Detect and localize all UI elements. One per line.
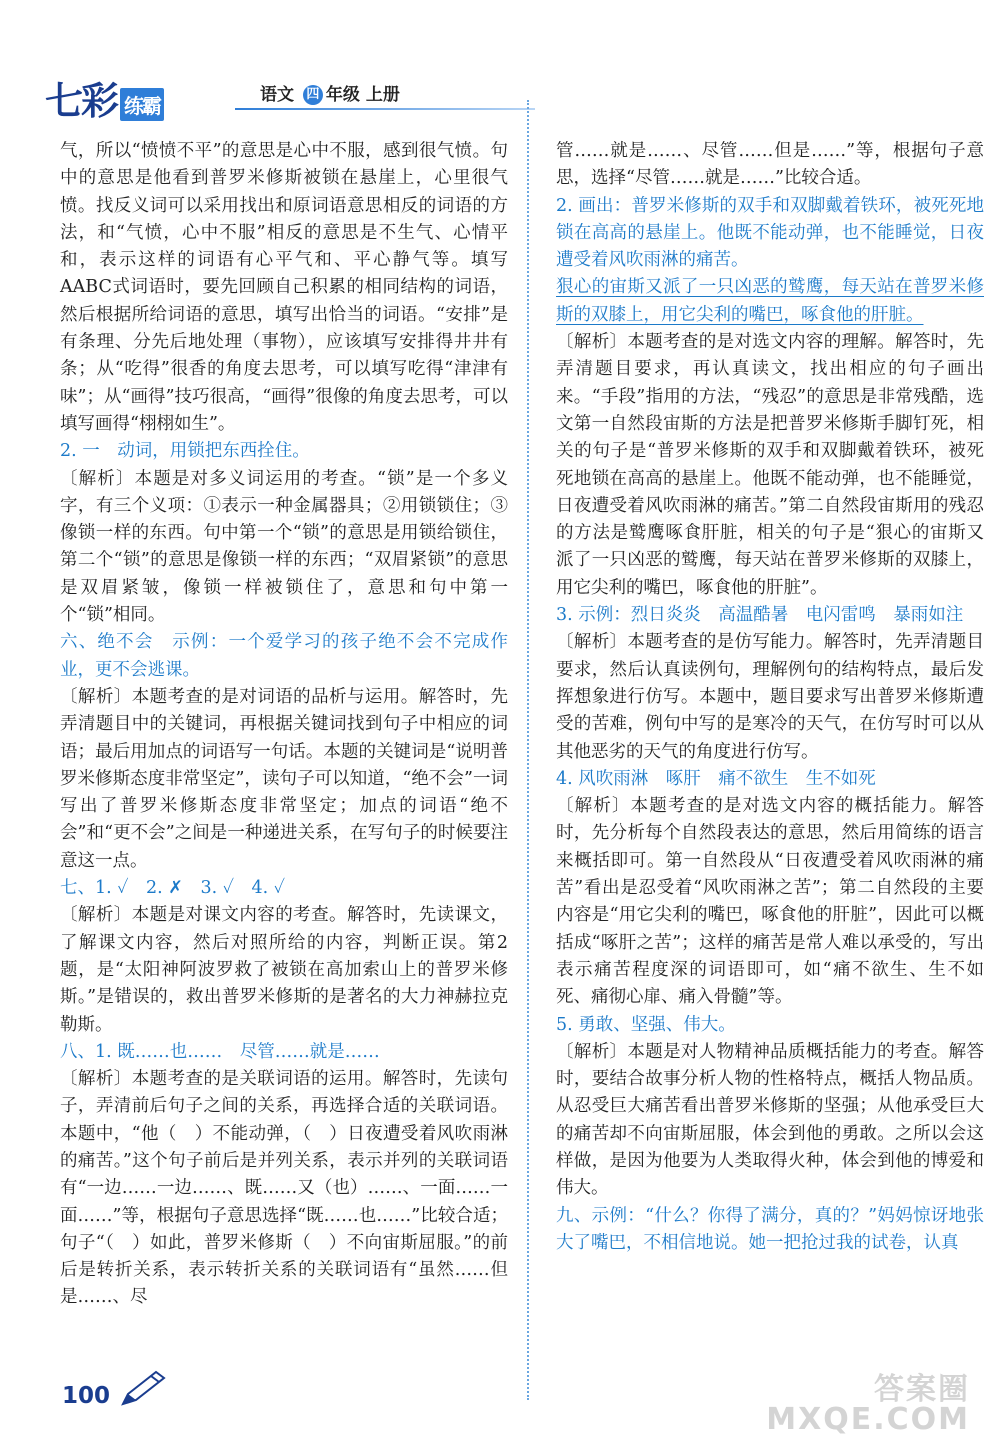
answer-line: 六、绝不会 示例：一个爱学习的孩子绝不会不完成作业，更不会逃课。 [60,632,508,680]
brand-logo [45,70,164,125]
subject-label: 语文 [260,85,294,105]
answer-line: 5. 勇敢、坚强、伟大。 [556,1014,736,1035]
body-paragraph: 〔解析〕本题是对课文内容的考查。解答时，先读课文，了解课文内容，然后对照所给的内容，判断正误。第2题，是“太阳神阿波罗救了被锁在高加索山上的普罗米修斯。”是错误的，救出普罗米修斯的是著名的大力神赫拉克勒斯。 [60,905,508,1035]
body-paragraph: 气，所以“愤愤不平”的意思是心中不服，感到很气愤。句中的意思是他看到普罗米修斯被锁在悬崖上，心里很气愤。找反义词可以采用找出和原词语意思相反的词语的方法，和“气愤，心中不服”相反的意思是不生气、心情平和，表示这样的词语有心平气和、平心静气等。填写AABC式词语时，要先回顾自己积累的相同结构的词语，然后根据所给词语的意思，填写出恰当的词语。“安排”是有条理、分先后地处理（事物），应该填写安排得井井有条；从“吃得”很香的角度去思考，可以填写吃得“津津有味”；从“画得”技巧很高，“画得”很像的角度去思考，可以填写画得“栩栩如生”。 [60,141,508,434]
watermark [766,1372,970,1437]
right-column [556,138,984,1257]
watermark-url: MXQE.COM [766,1402,970,1437]
watermark-title: 答案圈 [874,1372,970,1407]
logo-text: 七彩 [45,78,118,123]
left-column [60,138,508,1312]
header-rule [235,108,535,110]
body-paragraph: 〔解析〕本题考查的是关联词语的运用。解答时，先读句子，弄清前后句子之间的关系，再选择合适的关联词语。本题中，“他（ ）不能动弹，（ ）日夜遭受着风吹雨淋的痛苦。”这个句子前后是并列关系，表示并列的关联词语有“一边……一边……、既……又（也）……、一面……一面……”等，根据句子意思选择“既……也……”比较合适；句子“（ ）如此，普罗米修斯（ ）不向宙斯屈服。”的前后是转折关系，表示转折关系的关联词语有“虽然……但是……、尽 [60,1069,508,1308]
body-paragraph: 〔解析〕本题是对多义词运用的考查。“锁”是一个多义字，有三个义项：①表示一种金属器具；②用锁锁住；③像锁一样的东西。句中第一个“锁”的意思是用锁给锁住，第二个“锁”的意思是像锁一样的东西；“双眉紧锁”的意思是双眉紧皱，像锁一样被锁住了，意思和句中第一个“锁”相同。 [60,468,508,626]
answer-line: 2. 画出：普罗米修斯的双手和双脚戴着铁环，被死死地锁在高高的悬崖上。他既不能动弹，也不能睡觉，日夜遭受着风吹雨淋的痛苦。 [556,195,984,271]
body-paragraph: 〔解析〕本题考查的是对词语的品析与运用。解答时，先弄清题目中的关键词，再根据关键词找到句子中相应的词语；最后用加点的词语写一句话。本题的关键词是“说明普罗米修斯态度非常坚定”，读句子可以知道，“绝不会”一词写出了普罗米修斯态度非常坚定；加点的词语“绝不会”和“更不会”之间是一种递进关系，在写句子的时候要注意这一点。 [60,686,508,871]
column-divider [527,100,529,1400]
answer-line: 八、1. 既……也…… 尽管……就是…… [60,1041,380,1062]
grade-label: 年级 上册 [325,85,400,105]
body-paragraph: 〔解析〕本题是对人物精神品质概括能力的考查。解答时，要结合故事分析人物的性格特点，概括人物品质。从忍受巨大痛苦看出普罗米修斯的坚强；从他承受巨大的痛苦却不向宙斯屈服，体会到他的勇敢。之所以会这样做，是因为他要为人类取得火种，体会到他的博爱和伟大。 [556,1041,984,1199]
answer-line: 九、示例：“什么？你得了满分，真的？”妈妈惊讶地张大了嘴巴，不相信地说。她一把抢过我的试卷，认真 [556,1205,984,1253]
answer-line: 2. 一 动词，用锁把东西拴住。 [60,441,310,462]
answer-line: 狠心的宙斯又派了一只凶恶的鹫鹰，每天站在普罗米修斯的双膝上，用它尖利的嘴巴，啄食他的肝脏。 [556,277,984,325]
body-paragraph: 〔解析〕本题考查的是对选文内容的概括能力。解答时，先分析每个自然段表达的意思，然后用简练的语言来概括即可。第一自然段从“日夜遭受着风吹雨淋的痛苦”看出是忍受着“风吹雨淋之苦”；第二自然段的主要内容是“用它尖利的嘴巴，啄食他的肝脏”，因此可以概括成“啄肝之苦”；这样的痛苦是常人难以承受的，写出表示痛苦程度深的词语即可，如“痛不欲生、生不如死、痛彻心扉、痛入骨髓”等。 [556,796,984,1008]
answer-line: 七、1. ✓ 2. ✗ 3. ✓ 4. ✓ [60,878,286,899]
answer-line: 4. 风吹雨淋 啄肝 痛不欲生 生不如死 [556,768,876,789]
answer-line: 3. 示例：烈日炎炎 高温酷暑 电闪雷鸣 暴雨如注 [556,605,964,626]
pencil-icon [118,1370,168,1410]
body-paragraph: 〔解析〕本题考查的是仿写能力。解答时，先弄清题目要求，然后认真读例句，理解例句的结构特点，最后发挥想象进行仿写。本题中，题目要求写出普罗米修斯遭受的苦难，例句中写的是寒冷的天气，在仿写时可以从其他恶劣的天气的角度进行仿写。 [556,632,984,762]
page-number: 100 [62,1383,111,1409]
book-info [260,80,400,105]
body-paragraph: 〔解析〕本题考查的是对选文内容的理解。解答时，先弄清题目要求，再认真读文，找出相应的句子画出来。“手段”指用的方法，“残忍”的意思是非常残酷，选文第一自然段宙斯的方法是把普罗米修斯手脚钉死，相关的句子是“普罗米修斯的双手和双脚戴着铁环，被死死地锁在高高的悬崖上。他既不能动弹，也不能睡觉，日夜遭受着风吹雨淋的痛苦。”第二自然段宙斯用的残忍的方法是鹫鹰啄食肝脏，相关的句子是“狠心的宙斯又派了一只凶恶的鹫鹰，每天站在普罗米修斯的双膝上，用它尖利的嘴巴，啄食他的肝脏”。 [556,332,984,598]
grade-badge: 四 [303,85,323,105]
page-header [40,60,960,123]
logo-badge: 练霸 [120,88,164,121]
body-paragraph: 管……就是……、尽管……但是……”等，根据句子意思，选择“尽管……就是……”比较合适。 [556,141,984,189]
